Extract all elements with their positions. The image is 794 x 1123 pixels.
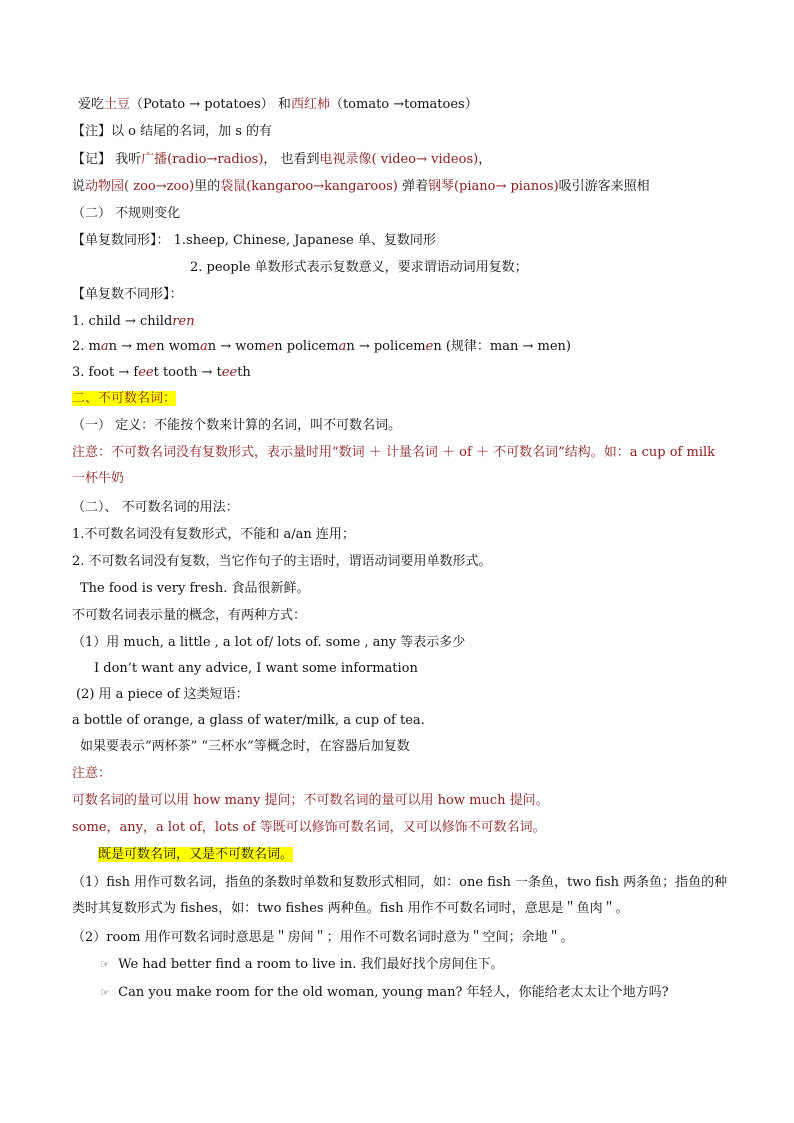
irregular-heading: （二） 不规则变化 — [72, 206, 181, 221]
definition-line: （一） 定义：不能按个数来计算的名词，叫不可数名词。 — [72, 418, 402, 433]
man-example: 2. man → men woman → women policeman → policemen (规律：man → men) — [72, 339, 571, 354]
uncountable-note: 注意：不可数名词没有复数形式，表示量时用“数词 ＋ 计量名词 ＋ of ＋ 不可数名词”结构。如：a cup of milk 一杯牛奶 — [72, 445, 716, 486]
fish-explanation: （1）fish 用作可数名词，指鱼的条数时单数和复数形式相同，如：one fish 一条鱼，two fish 两条鱼；指鱼的种类时其复数形式为 fishes，如：two fishes 两种鱼。fish 用作不可数名词时，意思是＂鱼肉＂。 — [72, 875, 728, 916]
how-many-note: 可数名词的量可以用 how many 提问；不可数名词的量可以用 how much 提问。 — [72, 793, 549, 808]
usage-heading: （二）、 不可数名词的用法： — [72, 500, 239, 515]
potato-tomato-line: 爱吃土豆（Potato → potatoes） 和西红柿（tomato →tomatoes） — [78, 97, 478, 112]
room-example-1: ☞ We had better find a room to live in. 我们最好找个房间住下。 — [100, 957, 504, 972]
usage-rule-1: 1.不可数名词没有复数形式，不能和 a/an 连用； — [72, 527, 355, 542]
both-heading: 既是可数名词，又是不可数名词。 — [98, 847, 294, 862]
note-o-ending: 【注】以 o 结尾的名词，加 s 的有 — [72, 124, 273, 139]
attention-label: 注意： — [72, 766, 112, 781]
quantity-method-1: （1）用 much, a little , a lot of/ lots of. some , any 等表示多少 — [72, 635, 466, 650]
room-explanation: （2）room 用作可数名词时意思是＂房间＂；用作不可数名词时意为＂空间；余地＂。 — [72, 930, 574, 945]
quantity-method-2: (2) 用 a piece of 这类短语： — [76, 687, 249, 702]
child-example: 1. child → children — [72, 314, 195, 329]
container-examples: a bottle of orange, a glass of water/milk, a cup of tea. — [72, 713, 425, 728]
room-example-2: ☞ Can you make room for the old woman, young man? 年轻人，你能给老太太让个地方吗? — [100, 985, 669, 1000]
advice-example: I don’t want any advice, I want some information — [94, 661, 418, 676]
some-any-note: some，any，a lot of，lots of 等既可以修饰可数名词，又可以修饰不可数名词。 — [72, 820, 546, 835]
different-form-heading: 【单复数不同形】： — [72, 287, 183, 302]
food-example: The food is very fresh. 食品很新鲜。 — [80, 581, 310, 596]
pointing-hand-icon: ☞ — [100, 958, 110, 971]
same-form-heading: 【单复数同形】： 1.sheep, Chinese, Japanese 单、复数同形 — [72, 233, 436, 248]
uncountable-heading: 二、不可数名词： — [72, 391, 177, 406]
plural-container-note: 如果要表示“两杯茶” “三杯水”等概念时，在容器后加复数 — [80, 739, 410, 754]
quantity-intro: 不可数名词表示量的概念，有两种方式： — [72, 608, 307, 623]
foot-example: 3. foot → feet tooth → teeth — [72, 365, 251, 380]
pointing-hand-icon: ☞ — [100, 986, 110, 999]
memory-line-2: 说动物园( zoo→zoo)里的袋鼠(kangaroo→kangaroos) 弹着钢琴(piano→ pianos)吸引游客来照相 — [72, 179, 650, 194]
usage-rule-2: 2. 不可数名词没有复数，当它作句子的主语时，谓语动词要用单数形式。 — [72, 554, 492, 569]
memory-line-1: 【记】 我听广播(radio→radios)， 也看到电视录像( video→ videos)， — [72, 152, 492, 167]
people-rule: 2. people 单数形式表示复数意义，要求谓语动词用复数； — [190, 260, 528, 275]
